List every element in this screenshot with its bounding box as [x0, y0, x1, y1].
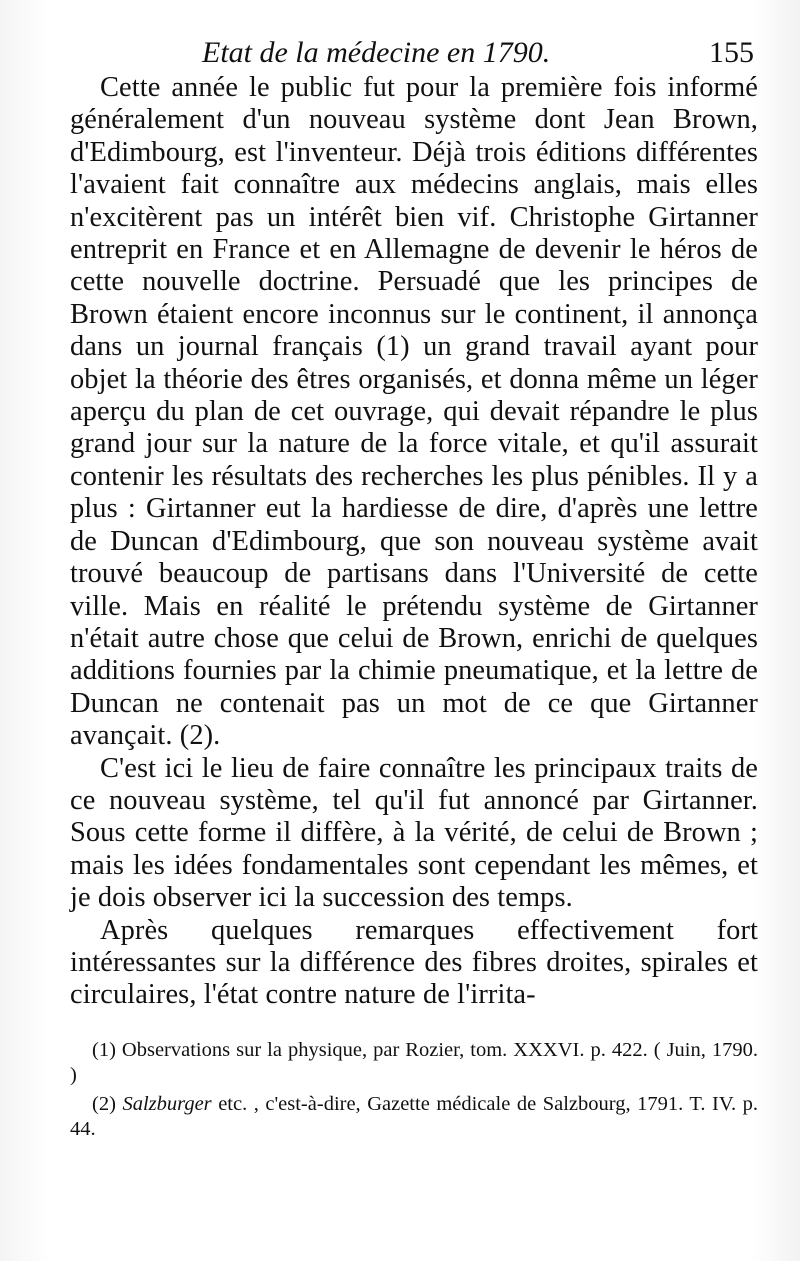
footnote-2	[70, 1092, 758, 1142]
paragraph-3: Après quelques remarques effectivement fort intéressantes sur la différence des fibres droites, spirales et circulaires, l'état contre nature de l'irrita-	[70, 914, 758, 1011]
page-number: 155	[709, 36, 754, 69]
page-header	[70, 32, 758, 72]
footnote-text: Observations sur la physique, par Rozier, tom. XXXVI. p. 422. ( Juin, 1790. )	[70, 1038, 759, 1086]
footnote-marker: (1)	[92, 1038, 116, 1061]
footnote-italic-title: Salzburger	[122, 1092, 212, 1115]
paragraph-1: Cette année le public fut pour la première fois informé généralement d'un nouveau système dont Jean Brown, d'Edimbourg, est l'inventeur. Déjà trois éditions différentes l'avaient fait connaître aux médecins anglais, mais elles n'excitèrent pas un intérêt bien vif. Christophe Girtanner entreprit en France et en Allemagne de devenir le héros de cette nouvelle doctrine. Persuadé que les principes de Brown étaient encore inconnus sur le continent, il annonça dans un journal français (1) un grand travail ayant pour objet la théorie des êtres organisés, et donna même un léger aperçu du plan de cet ouvrage, qui devait répandre le plus grand jour sur la nature de la force vitale, et qu'il assurait contenir les résultats des recherches les plus pénibles. Il y a plus : Girtanner eut la hardiesse de dire, d'après une lettre de Duncan d'Edimbourg, que son nouveau système avait trouvé beaucoup de partisans dans l'Université de cette ville. Mais en réalité le prétendu système de Girtanner n'était autre chose que celui de Brown, enrichi de quelques additions fournies par la chimie pneumatique, et la lettre de Duncan ne contenait pas un mot de ce que Girtanner avançait. (2).	[70, 72, 758, 752]
running-title: Etat de la médecine en 1790.	[202, 36, 551, 69]
footnote-marker: (2)	[92, 1092, 116, 1115]
footnote-1	[70, 1038, 758, 1088]
footnotes	[70, 1038, 758, 1142]
body-text	[70, 72, 758, 1012]
paragraph-2: C'est ici le lieu de faire connaître les principaux traits de ce nouveau système, tel qu'il fut annoncé par Girtanner. Sous cette forme il diffère, à la vérité, de celui de Brown ; mais les idées fondamentales sont cependant les mêmes, et je dois observer ici la succession des temps.	[70, 752, 758, 914]
footnote-text: etc. , c'est-à-dire, Gazette médicale de Salzbourg, 1791. T. IV. p. 44.	[70, 1092, 759, 1140]
